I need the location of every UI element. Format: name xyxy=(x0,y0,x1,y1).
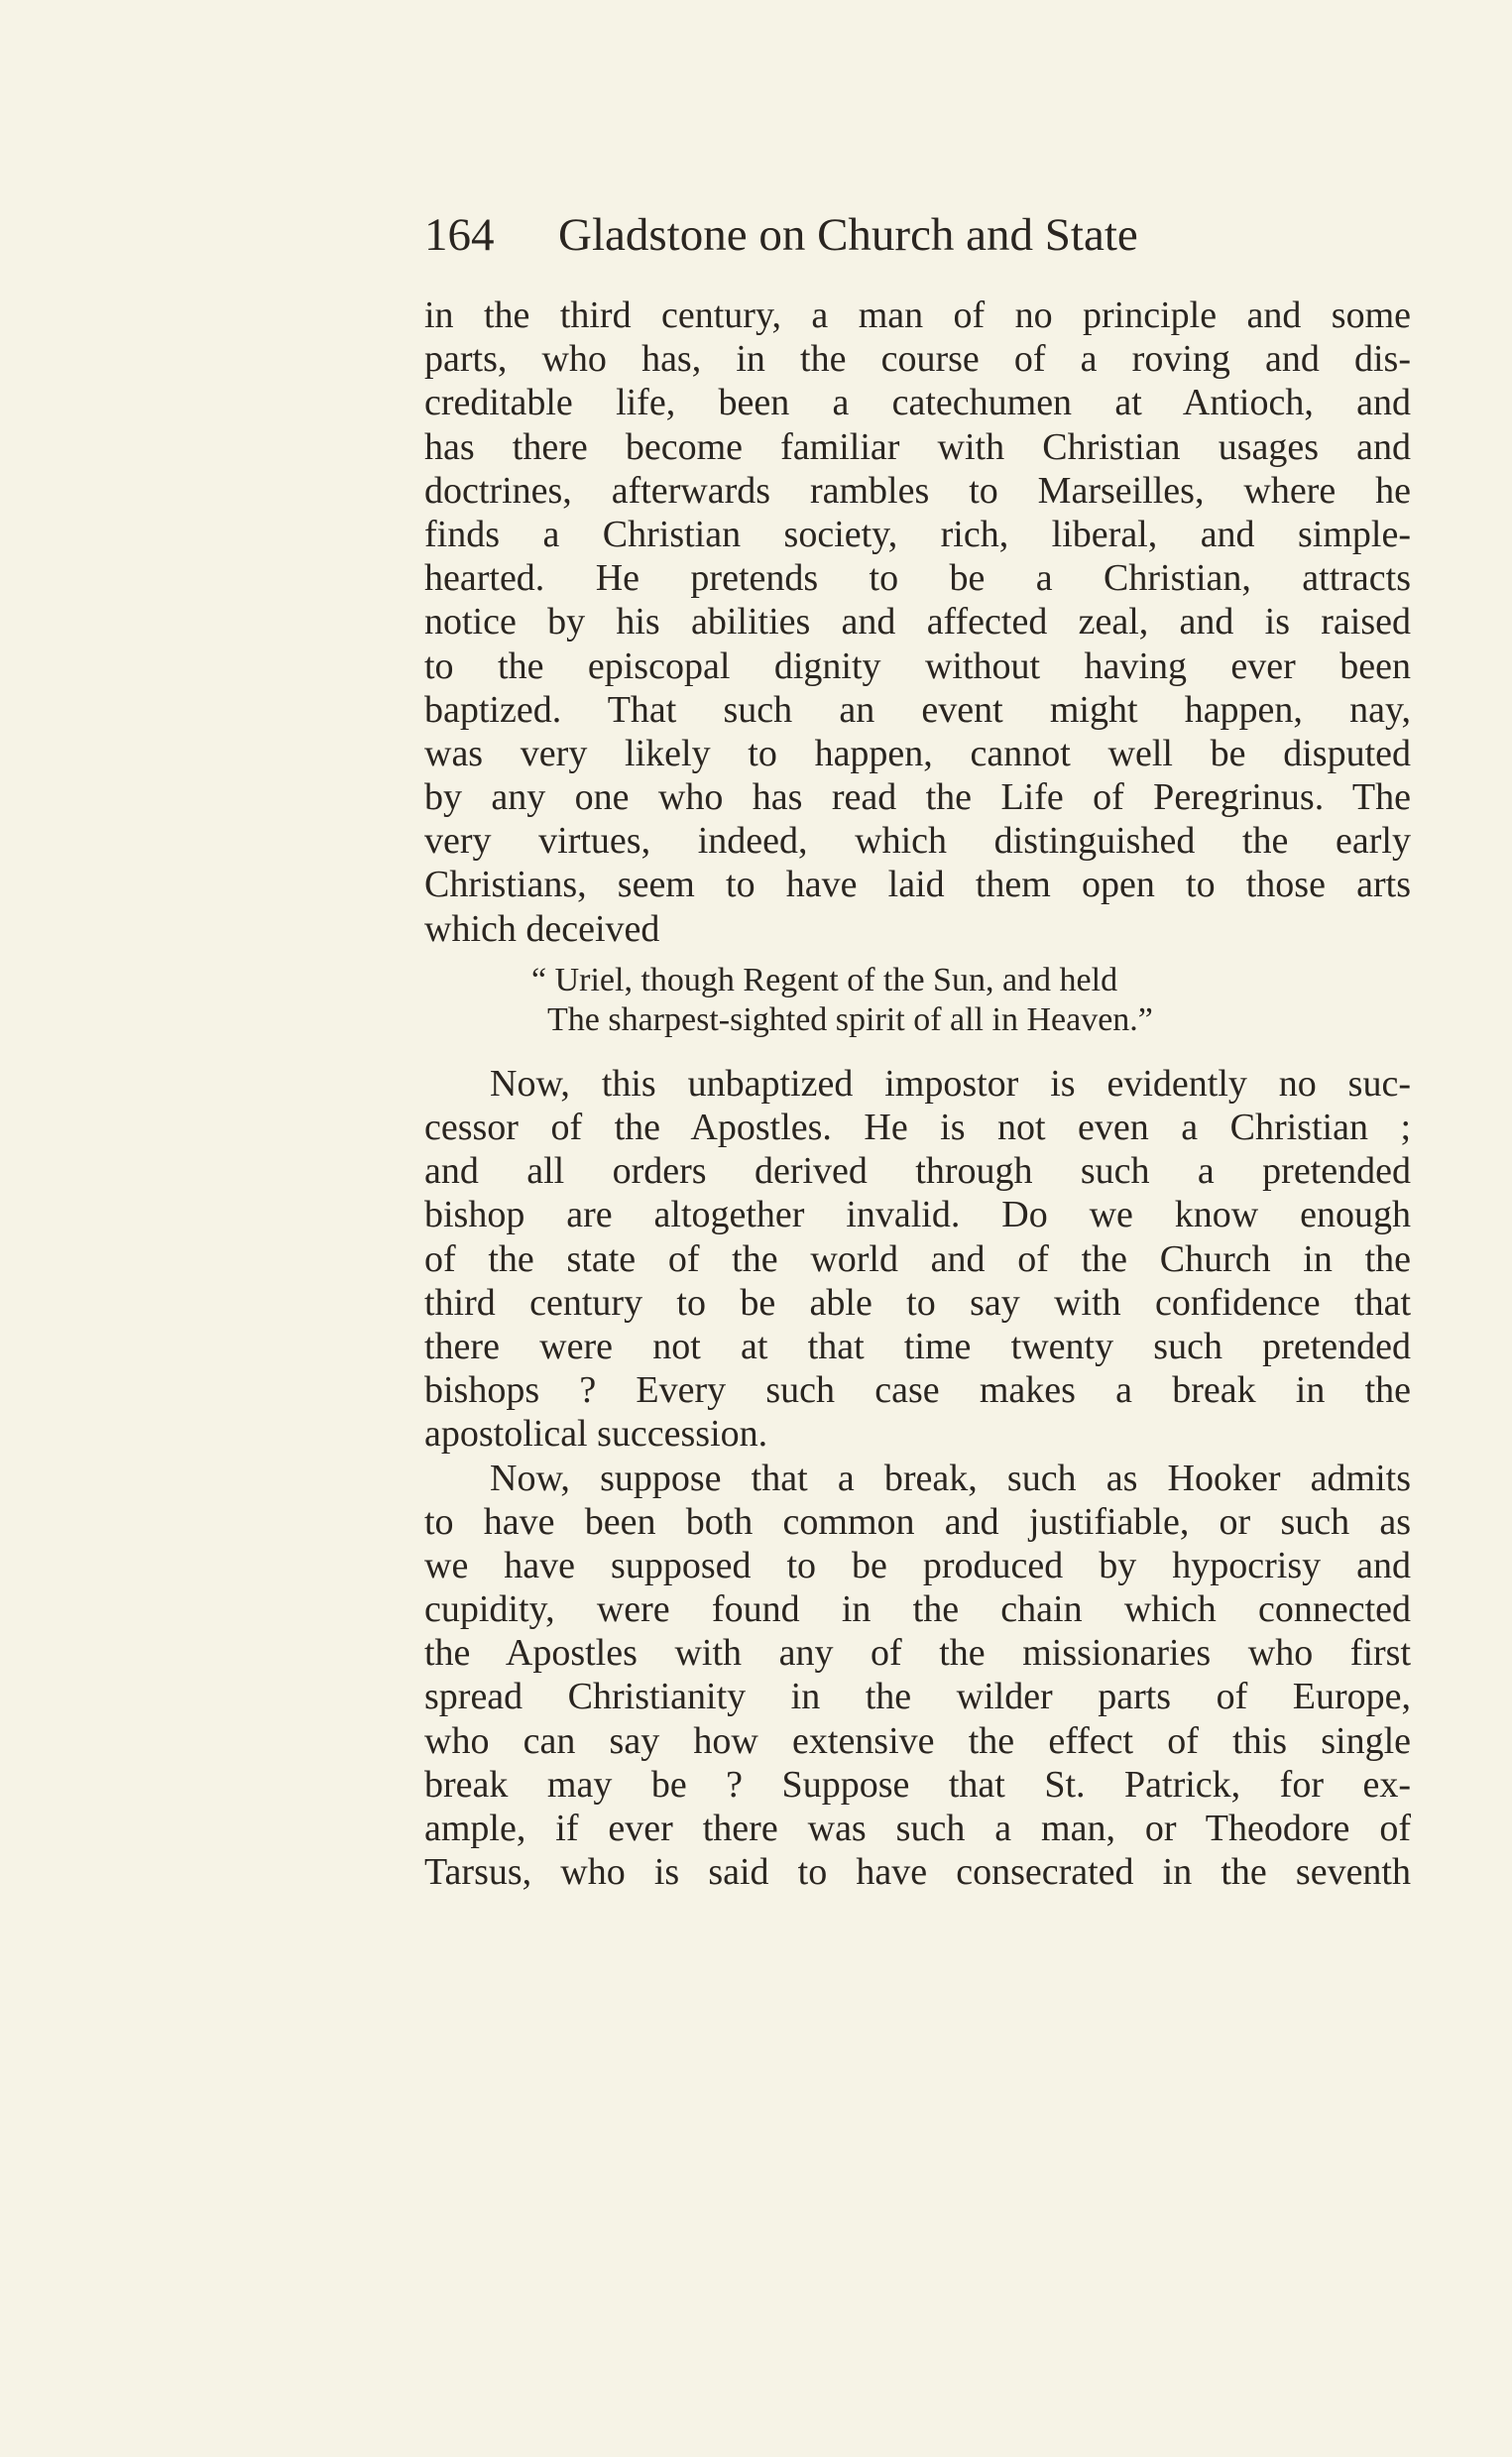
verse-quotation xyxy=(424,961,1411,1040)
text-line: in the third century, a man of no principle and some xyxy=(424,294,1411,336)
text-line: Now, suppose that a break, such as Hooker admits xyxy=(490,1457,1411,1499)
text-line: who can say how extensive the effect of this single xyxy=(424,1719,1411,1762)
page-header xyxy=(424,203,1277,267)
paragraph-3 xyxy=(424,1457,1411,1895)
text-line: cessor of the Apostles. He is not even a Christian ; xyxy=(424,1107,1411,1148)
text-line: we have supposed to be produced by hypocrisy and xyxy=(424,1544,1411,1586)
text-line: hearted. He pretends to be a Christian, attracts xyxy=(424,557,1411,600)
quote-line: “ Uriel, though Regent of the Sun, and held xyxy=(531,961,1118,998)
text-line: apostolical succession. xyxy=(424,1413,768,1456)
text-line: finds a Christian society, rich, liberal, and simple- xyxy=(424,513,1411,555)
text-line: parts, who has, in the course of a roving and dis- xyxy=(424,338,1411,381)
page-number: 164 xyxy=(424,209,495,261)
text-line: and all orders derived through such a pretended xyxy=(424,1150,1411,1193)
text-line: Now, this unbaptized impostor is evidently no suc- xyxy=(490,1062,1411,1105)
text-line: bishop are altogether invalid. Do we know enough xyxy=(424,1194,1411,1236)
text-line: very virtues, indeed, which distinguished the early xyxy=(424,820,1411,863)
text-line: baptized. That such an event might happen, nay, xyxy=(424,688,1411,731)
text-line: the Apostles with any of the missionaries who first xyxy=(424,1632,1411,1675)
paragraph-1 xyxy=(424,293,1411,951)
text-line: doctrines, afterwards rambles to Marseilles, where he xyxy=(424,469,1411,512)
text-line: Tarsus, who is said to have consecrated in the seventh xyxy=(424,1851,1411,1894)
text-line: spread Christianity in the wilder parts of Europe, xyxy=(424,1676,1411,1718)
text-line: there were not at that time twenty such pretended xyxy=(424,1325,1411,1367)
text-line: ample, if ever there was such a man, or Theodore of xyxy=(424,1808,1411,1849)
running-title: Gladstone on Church and State xyxy=(558,209,1138,261)
paragraph-2 xyxy=(424,1062,1411,1457)
text-line: has there become familiar with Christian usages and xyxy=(424,425,1411,468)
text-line: to the episcopal dignity without having ever been xyxy=(424,644,1411,687)
text-line: of the state of the world and of the Church in the xyxy=(424,1237,1411,1280)
text-line: which deceived xyxy=(424,907,660,950)
quote-line: The sharpest-sighted spirit of all in Heaven.” xyxy=(547,1000,1153,1038)
text-line: was very likely to happen, cannot well be disputed xyxy=(424,732,1411,774)
text-line: cupidity, were found in the chain which connected xyxy=(424,1588,1411,1631)
body-text xyxy=(424,293,1411,1894)
text-line: third century to be able to say with confidence that xyxy=(424,1281,1411,1324)
text-line: by any one who has read the Life of Peregrinus. The xyxy=(424,776,1411,819)
text-line: Christians, seem to have laid them open to those arts xyxy=(424,864,1411,906)
text-line: bishops ? Every such case makes a break in the xyxy=(424,1369,1411,1412)
text-line: break may be ? Suppose that St. Patrick, for ex- xyxy=(424,1763,1411,1806)
text-line: notice by his abilities and affected zeal, and is raised xyxy=(424,601,1411,644)
text-line: to have been both common and justifiable, or such as xyxy=(424,1500,1411,1543)
text-line: creditable life, been a catechumen at Antioch, and xyxy=(424,382,1411,424)
